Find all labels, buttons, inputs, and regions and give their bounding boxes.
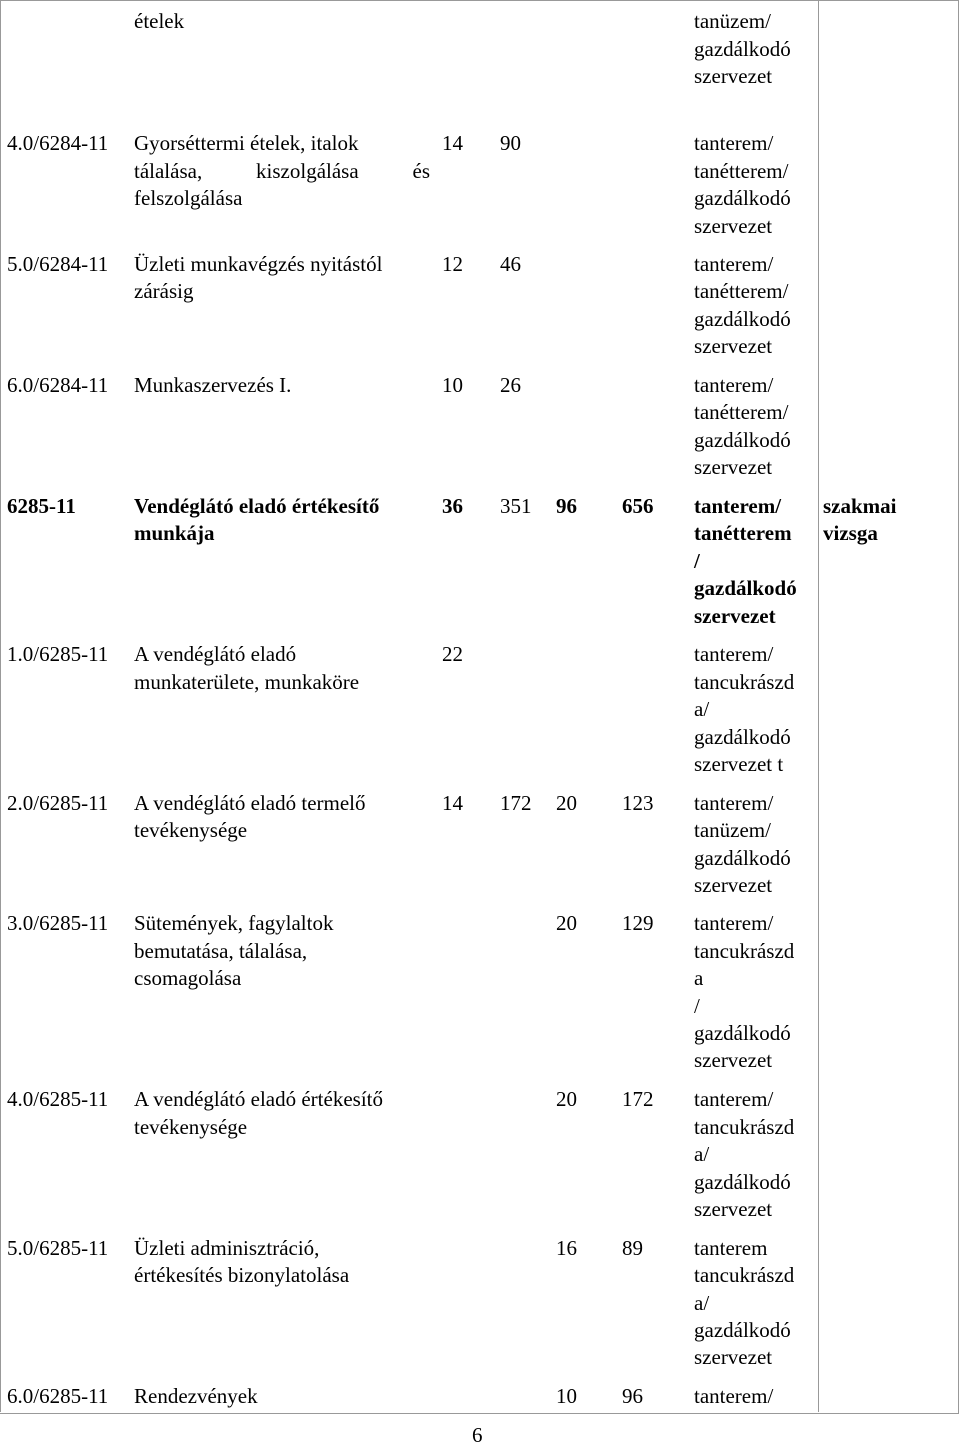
row-location-line: a/ (694, 1291, 710, 1315)
row-location-line: tanétterem/ (694, 400, 789, 424)
row-hours-3: 16 (556, 1236, 577, 1260)
row-hours-2: 172 (500, 791, 532, 815)
row-hours-4: 89 (622, 1236, 643, 1260)
row-location-line: gazdálkodó (694, 186, 791, 210)
row-location-line: tanterem/ (694, 911, 774, 935)
row-name-line: tálalása, kiszolgálása és (134, 159, 430, 183)
row-hours-1: 14 (442, 791, 463, 815)
row-location-line: tanterem/ (694, 791, 774, 815)
row-name-line: A vendéglátó eladó termelő (134, 791, 366, 815)
row-code: 3.0/6285-11 (7, 911, 109, 935)
row-name-line: Munkaszervezés I. (134, 373, 292, 397)
row-location-line: szervezet (694, 455, 773, 479)
row-name-line: csomagolása (134, 966, 242, 990)
table-border-left (0, 0, 1, 1412)
row-location-line: gazdálkodó (694, 1318, 791, 1342)
row-hours-4: 129 (622, 911, 654, 935)
top-row-location-3: szervezet (694, 64, 773, 88)
row-location-line: tanterem/ (694, 642, 774, 666)
row-name-line: értékesítés bizonylatolása (134, 1263, 350, 1287)
row-name-line: munkaterülete, munkaköre (134, 670, 360, 694)
row-location-line: szervezet (694, 1048, 773, 1072)
row-location-line: gazdálkodó (694, 725, 791, 749)
module-hours-1: 36 (442, 494, 463, 518)
row-location-line: tanétterem/ (694, 159, 789, 183)
row-hours-3: 10 (556, 1384, 577, 1408)
row-location-line: gazdálkodó (694, 1170, 791, 1194)
top-row-name: ételek (134, 9, 185, 33)
row-location-line: tanterem/ (694, 373, 774, 397)
page-number: 6 (472, 1423, 483, 1447)
module-code: 6285-11 (7, 494, 76, 518)
row-location-line: a (694, 966, 704, 990)
row-name-line: bemutatása, tálalása, (134, 939, 308, 963)
row-location-line: tanétterem/ (694, 279, 789, 303)
row-hours-4: 172 (622, 1087, 654, 1111)
row-location-line: gazdálkodó (694, 846, 791, 870)
row-location-line: szervezet (694, 214, 773, 238)
exam-type-line: vizsga (823, 521, 878, 545)
row-code: 6.0/6285-11 (7, 1384, 109, 1408)
row-name-line: Rendezvények (134, 1384, 258, 1408)
module-location-line: / (694, 549, 700, 573)
row-code: 5.0/6284-11 (7, 252, 109, 276)
row-hours-4: 96 (622, 1384, 643, 1408)
row-name-line: A vendéglátó eladó (134, 642, 297, 666)
row-location-line: tancukrászd (694, 1263, 795, 1287)
module-location-line: tanétterem (694, 521, 792, 545)
row-location-line: a/ (694, 1142, 710, 1166)
module-location-line: gazdálkodó (694, 576, 797, 600)
row-code: 2.0/6285-11 (7, 791, 109, 815)
table-column-divider (818, 0, 819, 1412)
row-location-line: tanterem/ (694, 1384, 774, 1408)
top-row-location-2: gazdálkodó (694, 37, 791, 61)
module-name-line: munkája (134, 521, 215, 545)
row-name-line: A vendéglátó eladó értékesítő (134, 1087, 383, 1111)
row-location-line: gazdálkodó (694, 428, 791, 452)
row-location-line: tancukrászd (694, 670, 795, 694)
row-location-line: / (694, 994, 700, 1018)
module-hours-4: 656 (622, 494, 654, 518)
row-code: 1.0/6285-11 (7, 642, 109, 666)
row-location-line: szervezet (694, 1197, 773, 1221)
row-name-line: felszolgálása (134, 186, 243, 210)
row-hours-3: 20 (556, 911, 577, 935)
row-location-line: szervezet t (694, 752, 784, 776)
row-code: 5.0/6285-11 (7, 1236, 109, 1260)
exam-type-line: szakmai (823, 494, 897, 518)
module-location-line: tanterem/ (694, 494, 782, 518)
row-location-line: szervezet (694, 1345, 773, 1369)
row-name-line: Sütemények, fagylaltok (134, 911, 334, 935)
row-location-line: tanterem/ (694, 252, 774, 276)
module-location-line: szervezet (694, 604, 776, 628)
row-location-line: tanterem/ (694, 131, 774, 155)
row-hours-1: 12 (442, 252, 463, 276)
row-code: 6.0/6284-11 (7, 373, 109, 397)
row-location-line: a/ (694, 697, 710, 721)
module-hours-3: 96 (556, 494, 577, 518)
row-hours-1: 10 (442, 373, 463, 397)
row-hours-2: 90 (500, 131, 521, 155)
row-hours-1: 14 (442, 131, 463, 155)
row-name-line: Üzleti munkavégzés nyitástól (134, 252, 383, 276)
row-location-line: tanterem/ (694, 1087, 774, 1111)
row-hours-1: 22 (442, 642, 463, 666)
row-name-line: Üzleti adminisztráció, (134, 1236, 320, 1260)
row-location-line: gazdálkodó (694, 307, 791, 331)
row-name-line: zárásig (134, 279, 194, 303)
module-hours-2: 351 (500, 494, 532, 518)
row-location-line: tanterem (694, 1236, 768, 1260)
row-code: 4.0/6285-11 (7, 1087, 109, 1111)
row-hours-2: 26 (500, 373, 521, 397)
row-location-line: szervezet (694, 873, 773, 897)
row-hours-2: 46 (500, 252, 521, 276)
module-name-line: Vendéglátó eladó értékesítő (134, 494, 380, 518)
row-name-line: tevékenysége (134, 1115, 248, 1139)
row-name-line: Gyorséttermi ételek, italok (134, 131, 359, 155)
row-code: 4.0/6284-11 (7, 131, 109, 155)
row-location-line: tancukrászd (694, 939, 795, 963)
row-location-line: tanüzem/ (694, 818, 771, 842)
row-name-line: tevékenysége (134, 818, 248, 842)
row-hours-4: 123 (622, 791, 654, 815)
top-row-location-1: tanüzem/ (694, 9, 771, 33)
row-location-line: szervezet (694, 334, 773, 358)
row-location-line: tancukrászd (694, 1115, 795, 1139)
row-hours-3: 20 (556, 791, 577, 815)
row-location-line: gazdálkodó (694, 1021, 791, 1045)
row-hours-3: 20 (556, 1087, 577, 1111)
